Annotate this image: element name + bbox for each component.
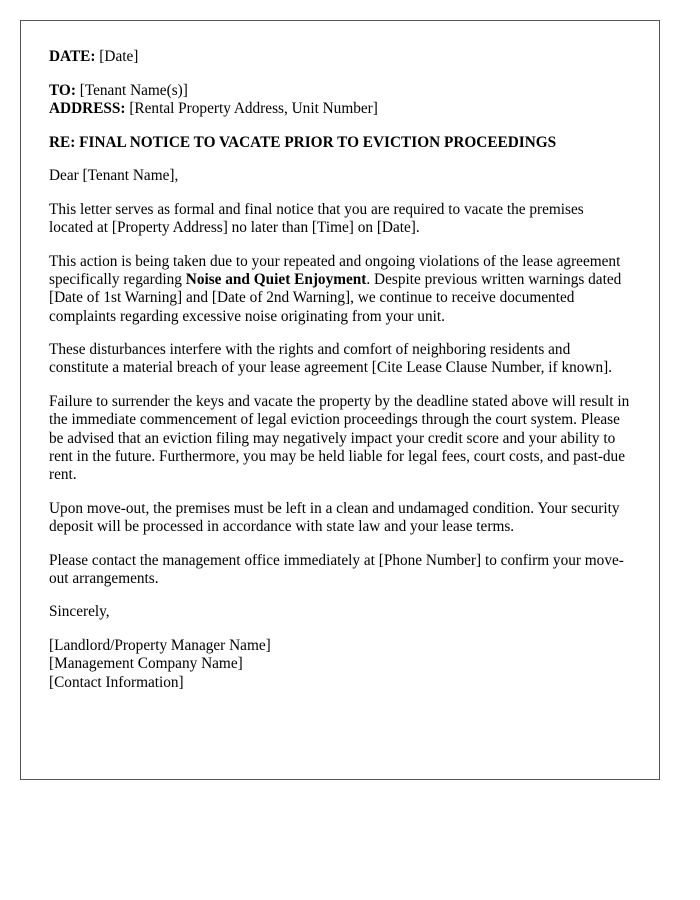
paragraph-move-out: Upon move-out, the premises must be left in a clean and undamaged condition. Your security deposit will be processed in accordance with state law and your lease terms. xyxy=(49,499,620,535)
address-line xyxy=(49,100,631,118)
salutation: Dear [Tenant Name], xyxy=(49,167,179,185)
violation-category: Noise and Quiet Enjoyment xyxy=(185,271,367,289)
date-value: [Date] xyxy=(99,48,139,65)
letter-document xyxy=(20,20,660,780)
violation-text-start: This action is being taken due to your repeated and ongoing violations of the lease agreement specifically regarding xyxy=(49,252,621,289)
paragraph-breach: These disturbances interfere with the rights and comfort of neighboring residents and constitute a material breach of your lease agreement [Cite Lease Clause Number, if known]. xyxy=(49,341,613,377)
signature-block xyxy=(49,637,631,692)
paragraph-consequences: Failure to surrender the keys and vacate the property by the deadline stated above will result in the immediate commencement of legal eviction proceedings through the court system. Please be advised that an eviction filing may negatively impact your credit score and your ability to rent in the future. Furthermore, you may be held liable for legal fees, court costs, and past-due rent. xyxy=(49,393,630,483)
to-label: TO: xyxy=(49,81,76,99)
closing: Sincerely, xyxy=(49,603,110,621)
signature-name: [Landlord/Property Manager Name] xyxy=(49,637,271,655)
signature-contact: [Contact Information] xyxy=(49,673,184,691)
date-line xyxy=(49,48,631,66)
address-label: ADDRESS: xyxy=(49,99,126,117)
recipient-block xyxy=(49,82,631,118)
to-line xyxy=(49,82,631,100)
date-label: DATE: xyxy=(49,48,96,65)
paragraph-violation xyxy=(49,253,631,326)
subject-line: RE: FINAL NOTICE TO VACATE PRIOR TO EVICTION PROCEEDINGS xyxy=(49,133,557,151)
paragraph-contact: Please contact the management office immediately at [Phone Number] to confirm your move-out arrangements. xyxy=(49,551,624,587)
paragraph-notice: This letter serves as formal and final notice that you are required to vacate the premises located at [Property Address] no later than [Time] on [Date]. xyxy=(49,201,584,237)
violation-text-end: . Despite previous written warnings dated [Date of 1st Warning] and [Date of 2nd Warning], we continue to receive documented complaints regarding excessive noise originating from your unit. xyxy=(49,271,622,325)
address-value: [Rental Property Address, Unit Number] xyxy=(129,99,378,117)
to-value: [Tenant Name(s)] xyxy=(79,81,188,99)
signature-company: [Management Company Name] xyxy=(49,655,243,673)
